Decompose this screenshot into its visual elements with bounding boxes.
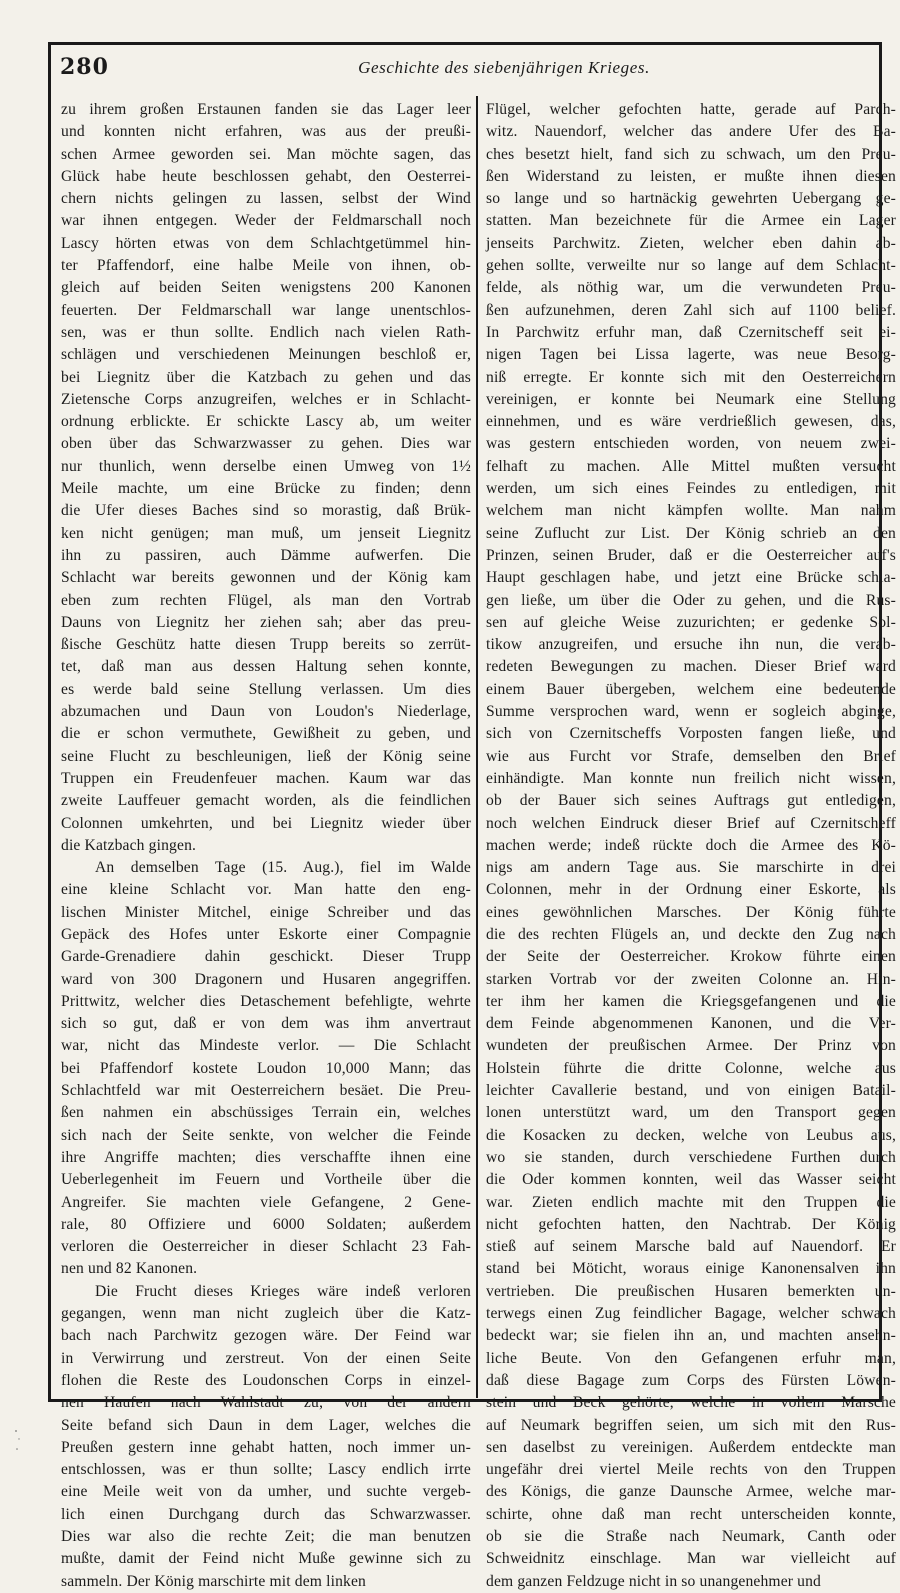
text-line: machen werde; indeß rückte doch die Armee des Kö- bbox=[486, 836, 896, 854]
text-line: Schlachtfeld war mit Oesterreichern besäet. Die Preu- bbox=[61, 1082, 471, 1100]
text-line: eine Meile weit von da umher, und suchte vergeb- bbox=[61, 1483, 471, 1501]
text-line: auf Neumark begriffen seien, um sich mit den Rus- bbox=[486, 1416, 896, 1434]
text-line: jenseits Parchwitz. Zieten, welcher eben dahin ab- bbox=[486, 234, 896, 252]
page-header bbox=[60, 54, 870, 84]
text-line: tet, daß man aus dessen Haltung sehen konnte, bbox=[61, 658, 471, 676]
text-line: Schweidnitz einschlage. Man war vielleicht auf bbox=[486, 1550, 896, 1568]
text-line: die Katzbach gingen. bbox=[61, 836, 197, 854]
text-line: ob der Bauer sich seines Auftrags gut entledigen, bbox=[486, 792, 896, 810]
text-line: Gepäck des Hofes unter Eskorte einer Compagnie bbox=[61, 925, 471, 943]
text-line: so lange und so hartnäckig gewehrten Uebergang ge- bbox=[486, 190, 896, 208]
text-line: Haupt geschlagen habe, und jetzt eine Brücke schla- bbox=[486, 569, 896, 587]
text-line: gehen sollte, verweilte nur so lange auf dem Schlacht- bbox=[486, 257, 896, 275]
text-line: vertrieben. Die preußischen Husaren bemerkten un- bbox=[486, 1282, 896, 1300]
text-line: terwegs einen Zug feindlicher Bagage, welcher schwach bbox=[486, 1305, 896, 1323]
text-line: nigs am andern Tage aus. Sie marschirte in drei bbox=[486, 859, 896, 877]
text-line: zweite Lauffeuer gemacht worden, als die feindlichen bbox=[61, 792, 471, 810]
text-line: zu ihrem großen Erstaunen fanden sie das Lager leer bbox=[61, 101, 471, 118]
text-line: verloren die Oesterreicher in dieser Schlacht 23 Fah- bbox=[61, 1238, 471, 1256]
text-line: ches besetzt hielt, fand sich zu schwach, um den Preu- bbox=[486, 145, 896, 163]
text-line: nen und 82 Kanonen. bbox=[61, 1260, 198, 1278]
text-line: eben zum rechten Flügel, als man den Vortrab bbox=[61, 591, 471, 609]
text-line: sammeln. Der König marschirte mit dem linken bbox=[61, 1572, 366, 1590]
text-line: sen auf gleiche Weise zuzurichten; er gedenke Sol- bbox=[486, 613, 896, 631]
text-line: die Ufer dieses Baches sind so morastig, daß Brük- bbox=[61, 502, 471, 520]
text-line: chern nichts gelingen zu lassen, selbst der Wind bbox=[61, 190, 471, 208]
text-line: ward von 300 Dragonern und Husaren angegriffen. bbox=[61, 970, 471, 988]
text-line: einem Bauer übergeben, welchem eine bedeutende bbox=[486, 680, 896, 698]
text-line: vereinigen, er konnte bei Neumark eine Stellung bbox=[486, 390, 896, 408]
text-line: stieß auf seinem Marsche bald auf Nauendorf. Er bbox=[486, 1238, 896, 1256]
column-divider bbox=[476, 96, 478, 1398]
text-line: die Kosacken zu decken, welche von Leubus aus, bbox=[486, 1126, 896, 1144]
text-line: ken nicht genügen; man muß, um jenseit Liegnitz bbox=[61, 524, 471, 542]
text-line: Glück habe heute beschlossen gehabt, den Oesterrei- bbox=[61, 167, 471, 185]
text-line: Lascy hörten etwas von dem Schlachtgetümmel hin- bbox=[61, 234, 471, 252]
text-line: Prittwitz, welcher dies Detaschement befehligte, wehrte bbox=[61, 992, 471, 1010]
text-line: bei Pfaffendorf kostete Loudon 10,000 Mann; das bbox=[61, 1059, 471, 1077]
text-line: Meile machte, um eine Brücke zu finden; denn bbox=[61, 480, 471, 498]
text-line: stand bei Möticht, woraus einige Kanonensalven ihn bbox=[486, 1260, 896, 1278]
text-line: lich einen Durchgang durch das Schwarzwasser. bbox=[61, 1505, 471, 1523]
text-line: war. Zieten endlich machte mit den Truppen die bbox=[486, 1193, 896, 1211]
text-line: Dauns von Liegnitz her ziehen sah; aber das preu- bbox=[61, 613, 471, 631]
text-line: was gestern entschieden worden, von neuem zwei- bbox=[486, 435, 896, 453]
text-line: war, nicht das Mindeste verlor. — Die Schlacht bbox=[61, 1037, 471, 1055]
text-line: rale, 80 Offiziere und 6000 Soldaten; außerdem bbox=[61, 1215, 471, 1233]
text-line: ter ihm her kamen die Kriegsgefangenen und die bbox=[486, 992, 896, 1010]
text-line: ßen nahmen ein abschüssiges Terrain ein, welches bbox=[61, 1104, 471, 1122]
text-line: die des rechten Flügels an, und deckte den Zug nach bbox=[486, 925, 896, 943]
text-line: Die Frucht dieses Krieges wäre indeß verloren bbox=[95, 1282, 471, 1300]
text-line: gleich auf beiden Seiten wenigstens 200 Kanonen bbox=[61, 279, 471, 297]
text-line: wie aus Furcht vor Strafe, demselben den Brief bbox=[486, 747, 896, 765]
text-line: daß diese Bagage zum Corps des Fürsten Löwen- bbox=[486, 1371, 896, 1389]
text-line: schirte, ohne daß man recht unterscheiden konnte, bbox=[486, 1505, 896, 1523]
text-line: Schlacht war bereits gewonnen und der König kam bbox=[61, 569, 471, 587]
text-line: die Oder kommen konnten, weil das Wasser seicht bbox=[486, 1171, 896, 1189]
page-number: 280 bbox=[60, 54, 109, 80]
text-line: Dies war also die rechte Zeit; die man benutzen bbox=[61, 1528, 471, 1545]
text-line: felhaft zu machen. Alle Mittel mußten versucht bbox=[486, 457, 896, 475]
text-line: feuerten. Der Feldmarschall war lange unentschlos- bbox=[61, 301, 471, 319]
text-line: Prinzen, seinen Bruder, daß er die Oesterreicher auf's bbox=[486, 546, 896, 564]
text-line: felde, als nöthig war, um die verwundeten Preu- bbox=[486, 279, 896, 297]
text-line: schen Armee geworden sei. Man möchte sagen, das bbox=[61, 145, 471, 163]
text-line: in Verwirrung und zerstreut. Von der einen Seite bbox=[61, 1349, 471, 1367]
text-line: statten. Man bezeichnete für die Armee ein Lager bbox=[486, 212, 896, 230]
text-line: die er schon vermuthete, Gewißheit zu geben, und bbox=[61, 725, 471, 743]
text-line: noch welchen Eindruck dieser Brief auf Czernitscheff bbox=[486, 814, 896, 832]
text-line: witz. Nauendorf, welcher das andere Ufer des Ba- bbox=[486, 123, 896, 141]
text-line: wundeten der preußischen Armee. Der Prinz von bbox=[486, 1037, 896, 1055]
text-line: starken Vortrab vor der zweiten Colonne an. Hin- bbox=[486, 970, 896, 988]
text-line: Seite befand sich Daun in dem Lager, welches die bbox=[61, 1416, 471, 1434]
text-line: einhändigte. Man konnte nun freilich nicht wissen, bbox=[486, 769, 896, 787]
text-line: dem Feinde abgenommenen Kanonen, und die Ver- bbox=[486, 1015, 896, 1033]
text-line: sich nach der Seite senkte, von welcher die Feinde bbox=[61, 1126, 471, 1144]
text-line: sich von Czernitscheffs Vorposten fangen ließe, und bbox=[486, 725, 896, 743]
text-line: Truppen ein Freudenfeuer machen. Kaum war das bbox=[61, 769, 471, 787]
text-line: nicht gefochten hatten, den Nachtrab. Der König bbox=[486, 1215, 896, 1233]
text-line: wo sie standen, durch verschiedene Furthen durch bbox=[486, 1148, 896, 1166]
text-line: In Parchwitz erfuhr man, daß Czernitscheff seit ei- bbox=[486, 323, 896, 341]
text-line: Colonnen umkehrten, und bei Liegnitz wieder über bbox=[61, 814, 471, 832]
text-line: es werde bald seine Stellung verlassen. Um dies bbox=[61, 680, 471, 698]
text-line: entschlossen, was er thun sollte; Lascy endlich irrte bbox=[61, 1461, 471, 1479]
text-line: tikow anzugreifen, und ersuche ihn nun, die verab- bbox=[486, 636, 896, 654]
text-line: flohen die Reste des Loudonschen Corps in einzel- bbox=[61, 1371, 471, 1389]
running-title: Geschichte des siebenjährigen Krieges. bbox=[358, 58, 650, 77]
text-line: Garde-Grenadiere dahin geschickt. Dieser Trupp bbox=[61, 948, 471, 966]
margin-specks bbox=[14, 1425, 22, 1455]
text-line: abzumachen und Daun von Loudon's Niederlage, bbox=[61, 703, 471, 721]
text-line: niß erregte. Er konnte sich mit den Oesterreichern bbox=[486, 368, 896, 386]
text-line: seine Zuflucht zur List. Der König schrieb an den bbox=[486, 524, 896, 542]
text-line: Zietensche Corps anzugreifen, welches er in Schlacht- bbox=[61, 390, 471, 408]
text-line: ßische Geschütz hatte diesen Trupp bereits so zerrüt- bbox=[61, 636, 471, 654]
text-line: lischen Minister Mitchel, einige Schreiber und das bbox=[61, 903, 471, 921]
text-line: gen ließe, um über die Oder zu gehen, und die Rus- bbox=[486, 591, 896, 609]
text-line: Summe versprochen ward, wenn er sogleich abginge, bbox=[486, 703, 896, 721]
text-line: redeten Bewegungen zu machen. Dieser Brief ward bbox=[486, 658, 896, 676]
text-line: ungefähr drei viertel Meile rechts von den Truppen bbox=[486, 1461, 896, 1479]
text-line: bach nach Parchwitz gezogen wäre. Der Feind war bbox=[61, 1327, 471, 1345]
text-line: Preußen gestern inne gehabt hatten, noch immer un- bbox=[61, 1438, 471, 1456]
text-line: Flügel, welcher gefochten hatte, gerade auf Parch- bbox=[486, 101, 896, 118]
text-line: war ihnen entgegen. Weder der Feldmarschall noch bbox=[61, 212, 471, 230]
text-line: lonen unterstützt ward, um den Transport gegen bbox=[486, 1104, 896, 1122]
text-line: schlägen und verschiedenen Meinungen beschloß er, bbox=[61, 346, 471, 364]
text-line: werden, um sich eines Feindes zu entledigen, mit bbox=[486, 480, 896, 498]
text-line: nen Haufen nach Wahlstadt zu; von der andern bbox=[61, 1394, 471, 1412]
text-line: sen daselbst zu vereinigen. Außerdem entdeckte man bbox=[486, 1438, 896, 1456]
text-line: ßen aufzunehmen, deren Zahl sich auf 1100 belief. bbox=[486, 301, 896, 319]
text-line: welchem man nicht kämpfen wollte. Man nahm bbox=[486, 502, 896, 520]
text-line: dem ganzen Feldzuge nicht in so unangenehmer und bbox=[486, 1572, 822, 1590]
text-line: leichter Cavallerie bestand, und von einigen Batail- bbox=[486, 1082, 896, 1100]
text-line: und konnten nicht erfahren, was aus der preußi- bbox=[61, 123, 471, 141]
text-line: Colonnen, mehr in der Ordnung einer Eskorte, als bbox=[486, 881, 896, 899]
text-line: oben über das Schwarzwasser zu gehen. Dies war bbox=[61, 435, 471, 453]
text-line: ob sie die Straße nach Neumark, Canth oder bbox=[486, 1528, 896, 1545]
text-line: ordnung erblickte. Er schickte Lascy ab, um weiter bbox=[61, 413, 471, 431]
text-line: stein und Beck gehörte, welche in vollem Marsche bbox=[486, 1394, 896, 1412]
text-line: eine kleine Schlacht vor. Man hatte den eng- bbox=[61, 881, 471, 899]
text-line: ihn zu passiren, auch Dämme aufwerfen. Die bbox=[61, 546, 471, 564]
text-line: der Seite der Oesterreicher. Krokow führte einen bbox=[486, 948, 896, 966]
text-line: ter Pfaffendorf, eine halbe Meile von ihnen, ob- bbox=[61, 257, 471, 275]
text-line: mußte, damit der Feind nicht Muße gewinne sich zu bbox=[61, 1550, 471, 1568]
text-line: sich so gut, daß er von dem was ihm anvertraut bbox=[61, 1015, 471, 1033]
text-line: Ueberlegenheit im Feuern und Vortheile über die bbox=[61, 1171, 471, 1189]
text-line: An demselben Tage (15. Aug.), fiel im Walde bbox=[95, 859, 471, 877]
text-line: gegangen, wenn man nicht zugleich über die Katz- bbox=[61, 1305, 471, 1323]
text-line: ßen Widerstand zu leisten, er mußte ihnen diesen bbox=[486, 167, 896, 185]
text-line: sen, was er thun sollte. Endlich nach vielen Rath- bbox=[61, 323, 471, 341]
text-line: bedeckt war; sie fielen ihn an, und machten ansehn- bbox=[486, 1327, 896, 1345]
text-line: bei Liegnitz über die Katzbach zu gehen und das bbox=[61, 368, 471, 386]
text-line: seine Flucht zu beschleunigen, ließ der König seine bbox=[61, 747, 471, 765]
left-text-column bbox=[61, 99, 471, 1590]
text-line: ihre Angriffe machten; dies verschaffte ihnen eine bbox=[61, 1148, 471, 1166]
text-line: nur thunlich, wenn derselbe einen Umweg von 1½ bbox=[61, 457, 471, 475]
text-line: nigen Tagen bei Lissa lagerte, was neue Besorg- bbox=[486, 346, 896, 364]
text-line: einnehmen, und es wäre verdrießlich gewesen, das, bbox=[486, 413, 896, 431]
text-line: des Königs, die ganze Daunsche Armee, welche mar- bbox=[486, 1483, 896, 1501]
text-line: Holstein führte die dritte Colonne, welche aus bbox=[486, 1059, 896, 1077]
text-line: eines gewöhnlichen Marsches. Der König führte bbox=[486, 903, 896, 921]
text-line: Angreifer. Sie machten viele Gefangene, 2 Gene- bbox=[61, 1193, 471, 1211]
right-text-column bbox=[486, 99, 896, 1590]
text-line: liche Beute. Von den Gefangenen erfuhr man, bbox=[486, 1349, 896, 1367]
